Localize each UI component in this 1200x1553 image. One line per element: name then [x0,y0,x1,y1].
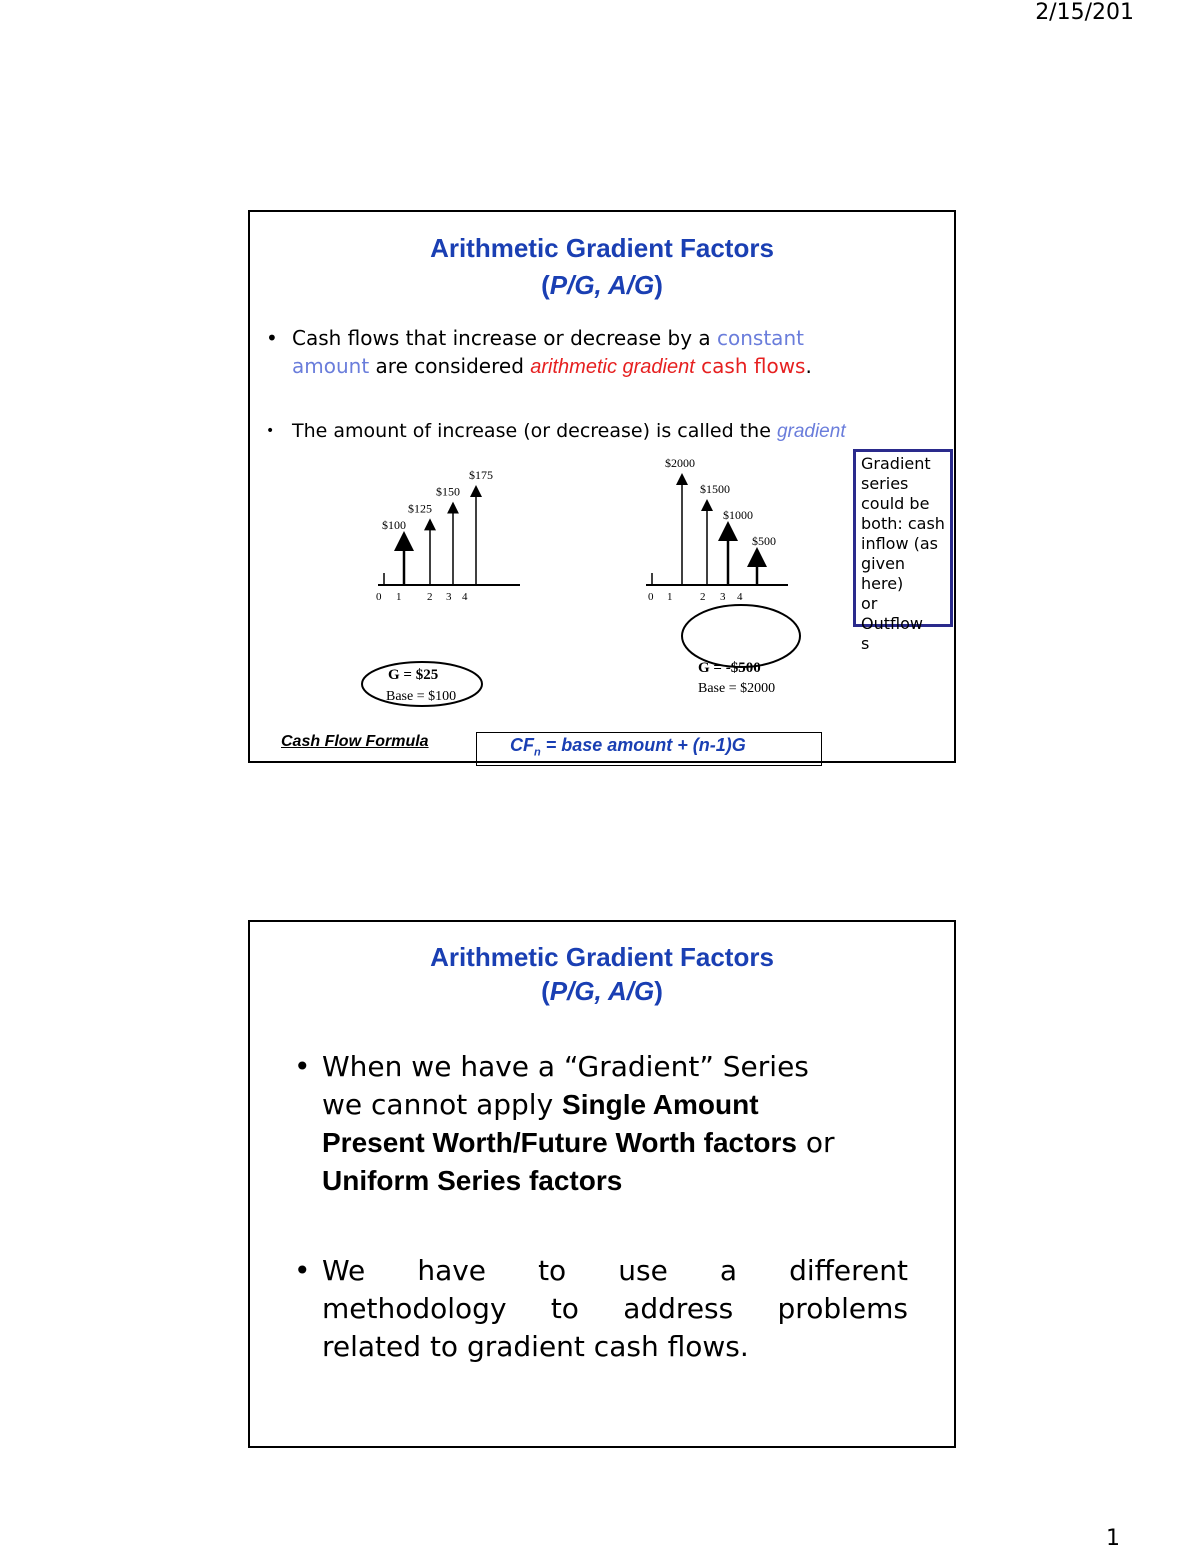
gradient-note-line: s [861,634,870,653]
slide-2-bullet-2-line3: related to gradient cash flows. [322,1330,749,1363]
cash-flow-value-label: $150 [436,484,460,499]
gradient-note-line: Gradient [861,454,931,473]
cash-flow-value-label: $1500 [700,482,730,496]
gradient-base-label-2: Base = $2000 [698,681,776,696]
justified-word: to [550,1292,579,1325]
period-tick-label: 3 [720,591,726,603]
gradient-note-text [861,454,961,654]
gradient-ellipse-2 [682,605,800,667]
cash-flow-value-label: $175 [469,468,493,482]
page-date: 2/15/201 [1035,0,1134,25]
slide-2-bullet-2: • We have to use a different methodology to address problems related to gradient cash flows. [294,1252,914,1366]
gradient-note-line: inflow (as [861,534,939,553]
justified-word: problems [777,1292,908,1325]
gradient-g-label-1: G = $25 [388,667,439,683]
slide-2-title-line1: Arithmetic Gradient Factors [430,942,774,972]
gradient-note-line: series [861,474,909,493]
period-tick-label: 1 [396,591,402,603]
period-tick-label: 4 [737,591,743,603]
period-tick-label: 2 [700,591,706,603]
cash-flow-value-label: $125 [408,501,432,516]
justified-word: to [538,1254,567,1287]
gradient-note-line: or [861,594,878,613]
slide-1-bullet-2: • The amount of increase (or decrease) is called the gradient [266,420,846,442]
period-tick-label: 0 [648,591,654,603]
justified-word: have [417,1254,487,1287]
justified-word: use [618,1254,668,1287]
gradient-note-line: both: cash [861,514,945,533]
gradient-note-line: here) [861,574,904,593]
justified-word: methodology [322,1292,507,1325]
justified-word: address [623,1292,734,1325]
period-tick-label: 2 [427,591,433,603]
justified-word: We [322,1254,366,1287]
period-tick-label: 1 [667,591,673,603]
cash-flow-value-label: $1000 [723,508,753,522]
slide-1-title-line1: Arithmetic Gradient Factors [430,233,774,263]
justified-word: a [719,1254,738,1287]
period-tick-label: 0 [376,591,382,603]
cash-flow-value-label: $500 [752,534,776,548]
slide-2-title [250,940,954,1008]
slide-2 [248,920,956,1448]
cash-flow-value-label: $2000 [665,456,695,470]
gradient-base-label-1: Base = $100 [386,689,457,704]
slide-1 [248,210,956,763]
cash-flow-diagrams [250,212,958,765]
slide-2-bullet-1: • When we have a “Gradient” Series we cannot apply Single Amount Present Worth/Future Worth factors or Uniform Series factors [294,1050,835,1196]
period-tick-label: 3 [446,591,452,603]
cash-flow-formula-label: Cash Flow Formula [281,733,429,750]
slide-2-title-line2: (P/G, A/G) [541,976,663,1006]
gradient-note-line: could be [861,494,930,513]
slide-2-bullet-2-line1 [322,1252,908,1290]
cash-flow-value-label: $100 [382,518,406,532]
page-number: 1 [1106,1526,1120,1551]
slide-1-title-line2: (P/G, A/G) [541,270,663,300]
slide-1-bullet-1: • Cash flows that increase or decrease by a constant amount are considered arithmetic gradient cash flows. [266,326,812,378]
cash-flow-formula: $CF_n$ = base amount + (n-1)G [510,735,746,759]
gradient-note-line: Outflow [861,614,923,633]
justified-word: different [789,1254,908,1287]
slide-2-bullet-2-line2 [322,1290,908,1328]
gradient-note-line: given [861,554,906,573]
period-tick-label: 4 [462,591,468,603]
gradient-g-label-2: G = -$500 [698,660,761,676]
